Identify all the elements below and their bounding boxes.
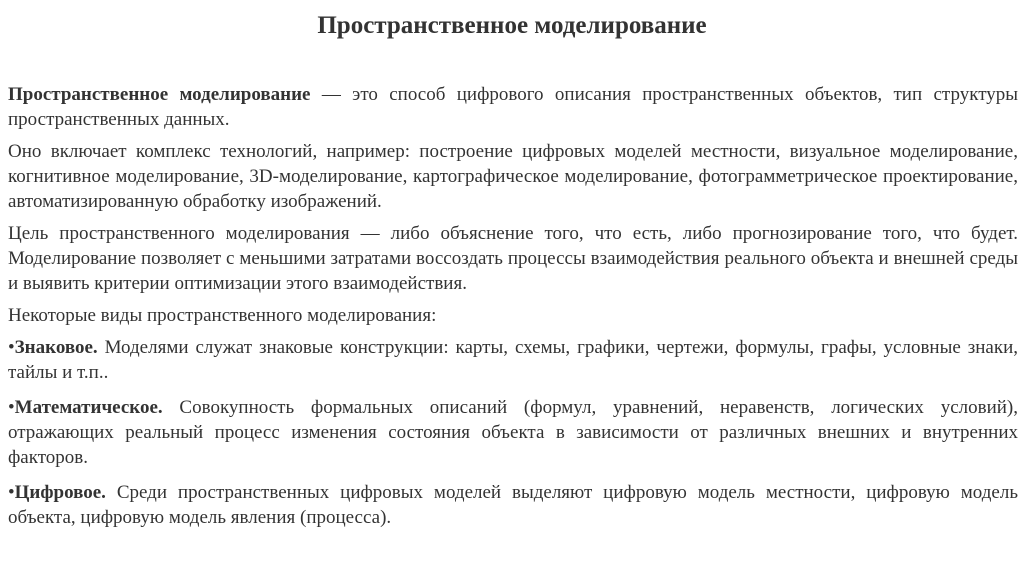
paragraph-technologies <box>8 139 1018 214</box>
bullet-text: Моделями служат знаковые конструкции: карты, схемы, графики, чертежи, формулы, графы, условные знаки, тайлы и т.п.. <box>8 337 1018 383</box>
paragraph-goal <box>8 221 1018 296</box>
slide-title: Пространственное моделирование <box>317 12 707 39</box>
bullet-item-mathematical <box>8 395 1018 470</box>
bullet-marker: • <box>8 482 15 503</box>
bullet-term: Математическое. <box>14 397 163 418</box>
bullet-text: Среди пространственных цифровых моделей выделяют цифровую модель местности, цифровую модель объекта, цифровую модель явления (процесса). <box>8 482 1018 528</box>
paragraph-text: Оно включает комплекс технологий, например: построение цифровых моделей местности, визуальное моделирование, когнитивное моделирование, 3D-моделирование, картографическое моделирование, фотограмметрическое проектирование, автоматизированную обработку изображений. <box>8 141 1018 212</box>
paragraph-types-intro <box>8 303 1018 328</box>
paragraph-definition <box>8 82 1018 132</box>
bullet-marker: • <box>8 397 15 418</box>
bullet-text: Совокупность формальных описаний (формул, уравнений, неравенств, логических условий), отражающих реальный процесс изменения состояния объекта в зависимости от различных внешних и внутренних факторов. <box>8 397 1018 468</box>
slide-content <box>8 82 1018 540</box>
bullet-item-symbolic <box>8 335 1018 385</box>
paragraph-text: Цель пространственного моделирования — либо объяснение того, что есть, либо прогнозирование того, что будет. Моделирование позволяет с меньшими затратами воссоздать процессы взаимодействия реального объекта и внешней среды и выявить критерии оптимизации этого взаимодействия. <box>8 223 1018 294</box>
bullet-term: Знаковое. <box>14 337 98 358</box>
bullet-term: Цифровое. <box>14 482 106 503</box>
bullet-marker: • <box>8 337 15 358</box>
paragraph-text: — это способ цифрового описания пространственных объектов, тип структуры пространственных данных. <box>8 84 1019 130</box>
bullet-item-digital <box>8 480 1018 530</box>
paragraph-text: Некоторые виды пространственного моделирования: <box>8 305 437 326</box>
term-bold: Пространственное моделирование <box>8 84 311 105</box>
